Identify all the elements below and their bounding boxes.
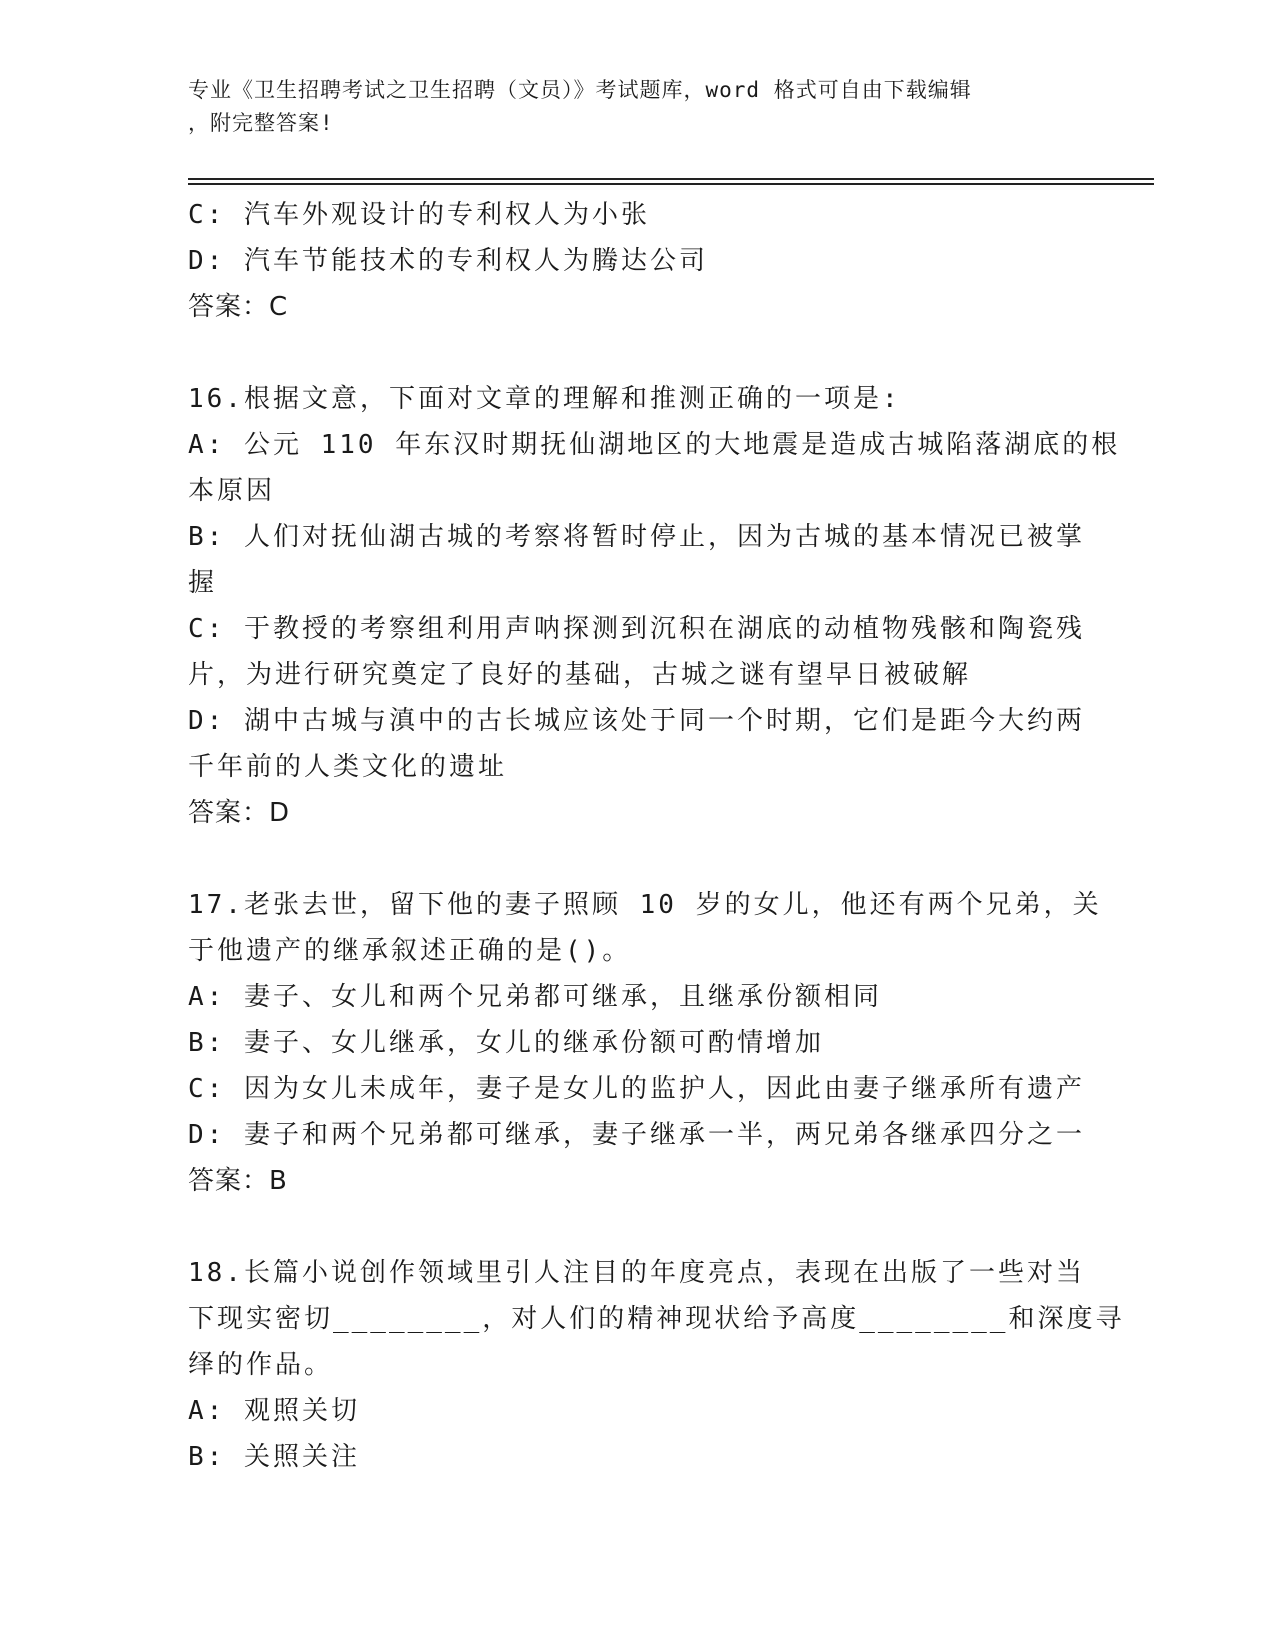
- question-stem-continuation: 于他遗产的继承叙述正确的是()。: [188, 936, 632, 966]
- option-a: A: 妻子、女儿和两个兄弟都可继承，且继承份额相同: [188, 982, 882, 1012]
- answer: 答案：B: [188, 1166, 288, 1196]
- option-c: C: 于教授的考察组利用声呐探测到沉积在湖底的动植物残骸和陶瓷残: [188, 614, 1085, 644]
- spacer: [188, 1204, 1088, 1250]
- header-divider-top: [188, 178, 1154, 180]
- option-d: D: 汽车节能技术的专利权人为腾达公司: [188, 246, 708, 276]
- question-content: [188, 192, 1125, 1480]
- option-a: A: 观照关切: [188, 1396, 360, 1426]
- question-stem: 16.根据文意，下面对文章的理解和推测正确的一项是:: [188, 384, 901, 414]
- document-header: [188, 74, 1068, 140]
- option-c-continuation: 片，为进行研究奠定了良好的基础，古城之谜有望早日被破解: [188, 660, 972, 690]
- question-stem-continuation: 绎的作品。: [188, 1350, 334, 1380]
- question-stem-continuation: 下现实密切________，对人们的精神现状给予高度________和深度寻: [188, 1304, 1125, 1334]
- question-17: [188, 882, 1102, 1204]
- option-a-continuation: 本原因: [188, 476, 276, 506]
- question-stem: 18.长篇小说创作领域里引人注目的年度亮点，表现在出版了一些对当: [188, 1258, 1085, 1288]
- header-title-line-1: 专业《卫生招聘考试之卫生招聘（文员）》考试题库，word 格式可自由下载编辑: [188, 78, 972, 102]
- option-b-continuation: 握: [188, 568, 218, 598]
- option-d-continuation: 千年前的人类文化的遗址: [188, 752, 508, 782]
- option-b: B: 关照关注: [188, 1442, 360, 1472]
- option-b: B: 妻子、女儿继承，女儿的继承份额可酌情增加: [188, 1028, 824, 1058]
- option-d: D: 湖中古城与滇中的古长城应该处于同一个时期，它们是距今大约两: [188, 706, 1085, 736]
- option-c: C: 汽车外观设计的专利权人为小张: [188, 200, 650, 230]
- spacer: [188, 836, 1088, 882]
- header-title-line-2: ，附完整答案!: [188, 111, 334, 135]
- option-b: B: 人们对抚仙湖古城的考察将暂时停止，因为古城的基本情况已被掌: [188, 522, 1085, 552]
- answer: 答案：C: [188, 292, 289, 322]
- header-divider-bottom: [188, 183, 1154, 185]
- spacer: [188, 330, 1088, 376]
- option-a: A: 公元 110 年东汉时期抚仙湖地区的大地震是造成古城陷落湖底的根: [188, 430, 1121, 460]
- question-16: [188, 376, 1121, 836]
- option-d: D: 妻子和两个兄弟都可继承，妻子继承一半，两兄弟各继承四分之一: [188, 1120, 1085, 1150]
- question-18: [188, 1250, 1125, 1480]
- question-15-tail: [188, 192, 1088, 330]
- question-stem: 17.老张去世，留下他的妻子照顾 10 岁的女儿，他还有两个兄弟，关: [188, 890, 1102, 920]
- option-c: C: 因为女儿未成年，妻子是女儿的监护人，因此由妻子继承所有遗产: [188, 1074, 1085, 1104]
- answer: 答案：D: [188, 798, 291, 828]
